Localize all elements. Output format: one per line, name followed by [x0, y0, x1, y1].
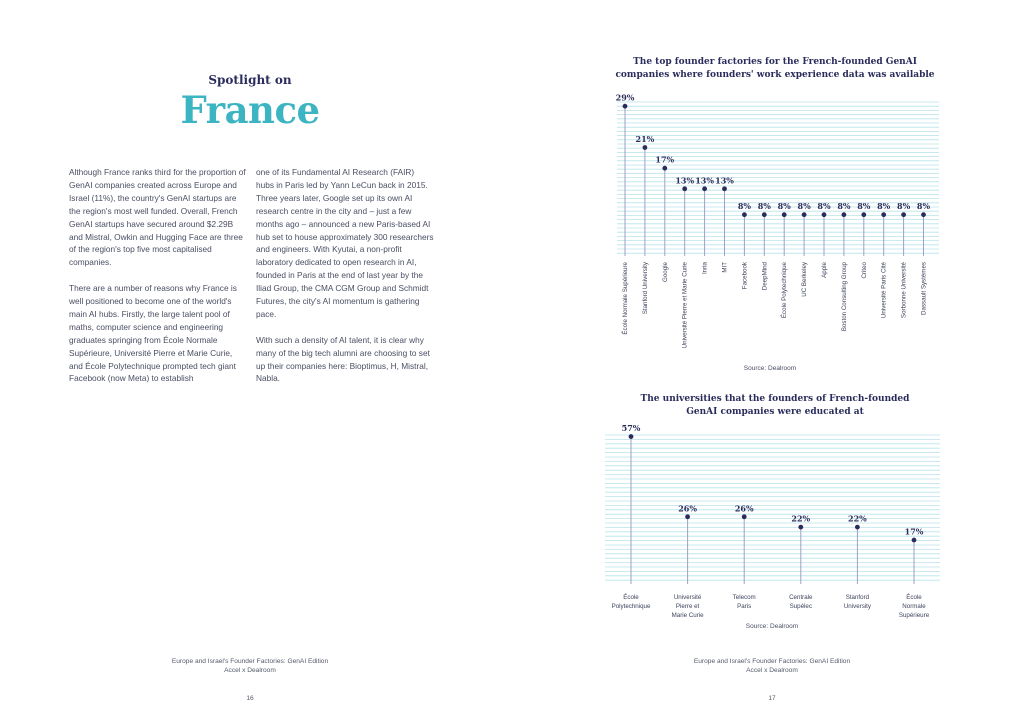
category-label: Facebook: [741, 262, 749, 290]
source-note: Source: Dealroom: [743, 365, 797, 372]
category-label: École: [906, 594, 922, 601]
category-label: Marie Curie: [671, 612, 704, 619]
lollipop-dot: [742, 514, 747, 519]
chart-title: GenAI companies were educated at: [686, 407, 864, 417]
footer-line-1: Europe and Israel's Founder Factories: GenAI Edition: [693, 658, 851, 665]
lollipop-dot: [921, 212, 926, 217]
lollipop-dot: [782, 212, 787, 217]
lollipop-dot: [802, 212, 807, 217]
footer: [0, 658, 506, 704]
lollipop-dot: [881, 212, 886, 217]
category-label: École: [623, 594, 639, 601]
paragraph: one of its Fundamental AI Research (FAIR) hubs in Paris led by Yann LeCun back in 2015. Three years later, Google set up its own AI research centre in the city and – just a few months ago – announced a new Paris-based AI hub set to house approximately 300 researchers and engineers. With Kyutai, a non-profit laboratory dedicated to open research in AI, founded in Paris at the end of last year by the Iliad Group, the CMA CGM Group and Schmidt Futures, the city's AI momentum is gathering pace.: [256, 167, 434, 319]
value-label: 22%: [791, 513, 811, 524]
category-label: Université Pierre et Marie Curie: [681, 262, 689, 349]
category-label: Pierre et: [675, 603, 700, 610]
value-label: 8%: [857, 201, 871, 212]
lollipop-dot: [629, 434, 634, 439]
value-label: 13%: [675, 175, 695, 186]
lollipop-dot: [798, 525, 803, 530]
lollipop-dot: [822, 212, 827, 217]
category-label: Dassault Systèmes: [920, 262, 928, 315]
category-label: Normale: [902, 603, 926, 610]
lollipop-dot: [912, 538, 917, 543]
category-label: Stanford: [845, 594, 870, 601]
lollipop-dot: [702, 186, 707, 191]
category-label: Supélec: [789, 603, 812, 610]
footer-line-2: Accel x Dealroom: [224, 666, 276, 674]
value-label: 26%: [678, 503, 697, 514]
lollipop-dot: [742, 212, 747, 217]
value-label: 29%: [615, 92, 635, 103]
value-label: 13%: [715, 175, 734, 186]
value-label: 8%: [837, 201, 851, 212]
page-number: 17: [768, 695, 776, 702]
footer: [516, 658, 1024, 704]
country-title: France: [180, 88, 320, 132]
value-label: 57%: [621, 423, 641, 434]
category-label: Polytechnique: [611, 603, 651, 610]
category-label: Sorbonne Université: [900, 262, 908, 319]
lollipop-dot: [722, 186, 727, 191]
lollipop-dot: [901, 212, 906, 217]
text-column-1: [69, 166, 247, 398]
category-label: Criteo: [860, 262, 868, 279]
lollipop-dot: [855, 525, 860, 530]
lollipop-dot: [623, 104, 628, 109]
page-number: 16: [246, 695, 254, 702]
value-label: 8%: [737, 201, 751, 212]
lollipop-dot: [662, 166, 667, 171]
paragraph: Although France ranks third for the proportion of GenAI companies created across Europe and Israel (11%), the country's GenAI startups are the region's most well funded. Overall, French GenAI startups have secured around $2.29B and Mistral, Owkin and Hugging Face are three of the region's top five most capitalised companies.: [69, 167, 246, 268]
universities-chart: [595, 388, 955, 633]
category-label: Université Paris Cité: [880, 262, 888, 319]
category-label: Apple: [821, 262, 828, 278]
category-label: UC Berkeley: [801, 262, 809, 297]
value-label: 8%: [797, 201, 811, 212]
footer-line-1: Europe and Israel's Founder Factories: GenAI Edition: [171, 658, 329, 665]
category-label: Supérieure: [898, 612, 930, 619]
category-label: Inria: [701, 262, 709, 275]
value-label: 21%: [635, 134, 655, 144]
category-label: École Polytechnique: [781, 262, 789, 319]
category-label: Boston Consulting Group: [840, 262, 848, 332]
category-label: Telecom: [732, 594, 756, 601]
value-label: 8%: [877, 201, 891, 212]
chart-title: The universities that the founders of French-founded: [640, 394, 910, 404]
lollipop-dot: [861, 212, 866, 217]
value-label: 8%: [897, 201, 911, 212]
founder-factories-chart: [595, 50, 955, 375]
value-label: 8%: [777, 201, 791, 212]
category-label: École Normale Supérieure: [622, 262, 629, 335]
footer-line-2: Accel x Dealroom: [746, 666, 798, 674]
lollipop-dot: [842, 212, 847, 217]
value-label: 8%: [817, 201, 831, 212]
lollipop-dot: [643, 145, 648, 150]
value-label: 26%: [734, 503, 754, 514]
lollipop-dot: [685, 514, 690, 519]
paragraph: With such a density of AI talent, it is clear why many of the big tech alumni are choosing to set up their companies here: Bioptimus, H, Mistral, Nabla.: [256, 334, 430, 384]
value-label: 8%: [916, 201, 931, 212]
category-label: University: [843, 603, 871, 610]
text-column-2: [256, 166, 434, 398]
paragraph: There are a number of reasons why France is well positioned to become one of the world's main AI hubs. Firstly, the large talent pool of maths, computer science and engineering graduates springing from École Normale Supérieure, Université Pierre et Marie Curie, and École Polytechnique prompted tech giant Facebook (now Meta) to establish: [69, 283, 237, 384]
category-label: Université: [673, 594, 702, 601]
lollipop-dot: [682, 186, 687, 191]
lollipop-dot: [762, 212, 767, 217]
value-label: 17%: [655, 154, 675, 165]
value-label: 13%: [695, 175, 714, 186]
category-label: DeepMind: [761, 262, 769, 291]
source-note: Source: Dealroom: [745, 623, 799, 630]
chart-title: The top founder factories for the French-founded GenAI: [633, 57, 917, 67]
category-label: Paris: [737, 603, 752, 610]
category-label: MIT: [721, 262, 729, 273]
value-label: 8%: [757, 201, 771, 212]
value-label: 17%: [904, 526, 924, 537]
category-label: Stanford University: [641, 262, 649, 315]
spotlight-kicker: Spotlight on: [208, 73, 292, 87]
value-label: 22%: [848, 513, 867, 524]
chart-title: companies where founders' work experience data was available: [615, 70, 935, 80]
category-label: Google: [661, 262, 669, 282]
category-label: Centrale: [789, 594, 813, 601]
